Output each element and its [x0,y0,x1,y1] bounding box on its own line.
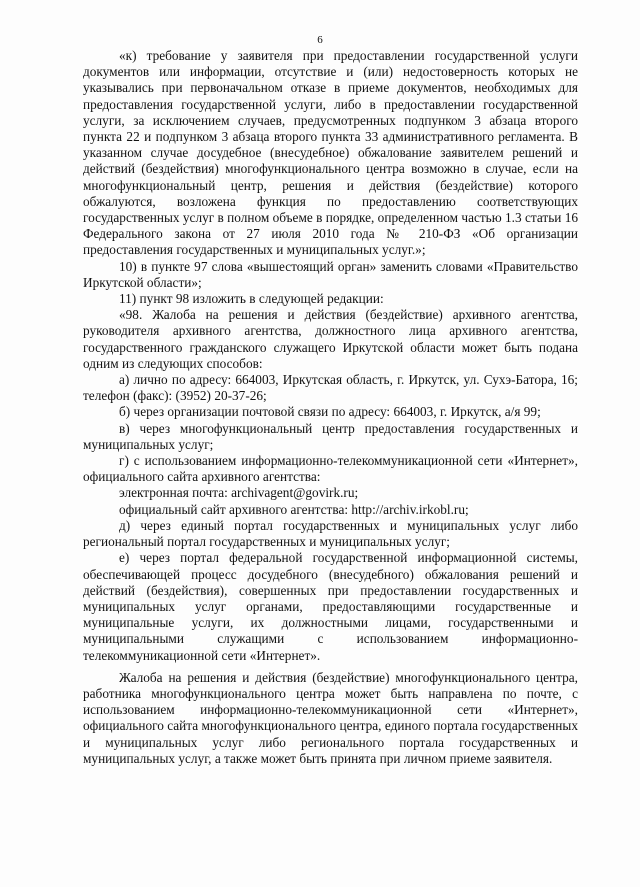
paragraph-option-g: г) с использованием информационно-телекоммуникационной сети «Интернет», официального сайта архивного агентства: [83,453,578,485]
paragraph-website: официальный сайт архивного агентства: http://archiv.irkobl.ru; [119,501,469,517]
document-body [83,48,578,767]
paragraph-option-v: в) через многофункциональный центр предоставления государственных и муниципальных услуг; [83,420,578,452]
paragraph-mfc-complaint: Жалоба на решения и действия (бездействие) многофункционального центра, работника многофункционального центра может быть направлена по почте, с использованием информационно-телекоммуникационной сети «Интернет», официального сайта многофункционального центра, единого портала государственных и муниципальных услуг либо регионального портала государственных и муниципальных услуг, а также может быть принята при личном приеме заявителя. [83,669,578,766]
paragraph-98-intro: «98. Жалоба на решения и действия (бездействие) архивного агентства, руководителя архивного агентства, должностного лица архивного агентства, государственного гражданского служащего Иркутской области может быть подана одним из следующих способов: [83,307,578,371]
paragraph-option-e: е) через портал федеральной государственной информационной системы, обеспечивающей процесс досудебного (внесудебного) обжалования решений и действий (бездействия), совершенных при предоставлении государственных и муниципальных услуг органами, предоставляющими государственные и муниципальные услуги, их должностными лицами, государственными и муниципальными служащими с использованием информационно-телекоммуникационной сети «Интернет». [83,550,578,663]
paragraph-option-d: д) через единый портал государственных и муниципальных услуг либо региональный портал государственных и муниципальных услуг; [83,517,578,550]
paragraph-option-b: б) через организации почтовой связи по адресу: 664003, г. Иркутск, а/я 99; [119,404,541,420]
paragraph-k-requirement: «к) требование у заявителя при предоставлении государственной услуги документов или информации, отсутствие и (или) недостоверность которых не указывались при первоначальном отказе в приеме документов, необходимых для предоставления государственной услуги, либо в предоставлении государственной услуги, за исключением случаев, предусмотренных подпунком 3 абзаца второго пункта 22 и подпунком 3 абзаца второго пункта 33 административного регламента. В указанном случае досудебное (внесудебное) обжалование заявителем решений и действий (бездействия) многофункционального центра возможно в случае, если на многофункциональный центр, решения и действия (бездействие) которого обжалуются, возложена функция по предоставлению соответствующих государственных услуг в полном объеме в порядке, определенном частью 1.3 статьи 16 Федерального закона от 27 июля 2010 года № 210-ФЗ «Об организации предоставления государственных и муниципальных услуг.»; [83,48,578,258]
paragraph-item-11: 11) пункт 98 изложить в следующей редакции: [119,291,384,307]
paragraph-item-10: 10) в пункте 97 слова «вышестоящий орган» заменить словами «Правительство Иркутской области»; [83,258,578,290]
paragraph-email: электронная почта: archivagent@govirk.ru; [119,485,359,501]
page-number: 6 [317,34,323,46]
paragraph-option-a: а) лично по адресу: 664003, Иркутская область, г. Иркутск, ул. Сухэ-Батора, 16; телефон (факс): (3952) 20-37-26; [83,372,578,404]
